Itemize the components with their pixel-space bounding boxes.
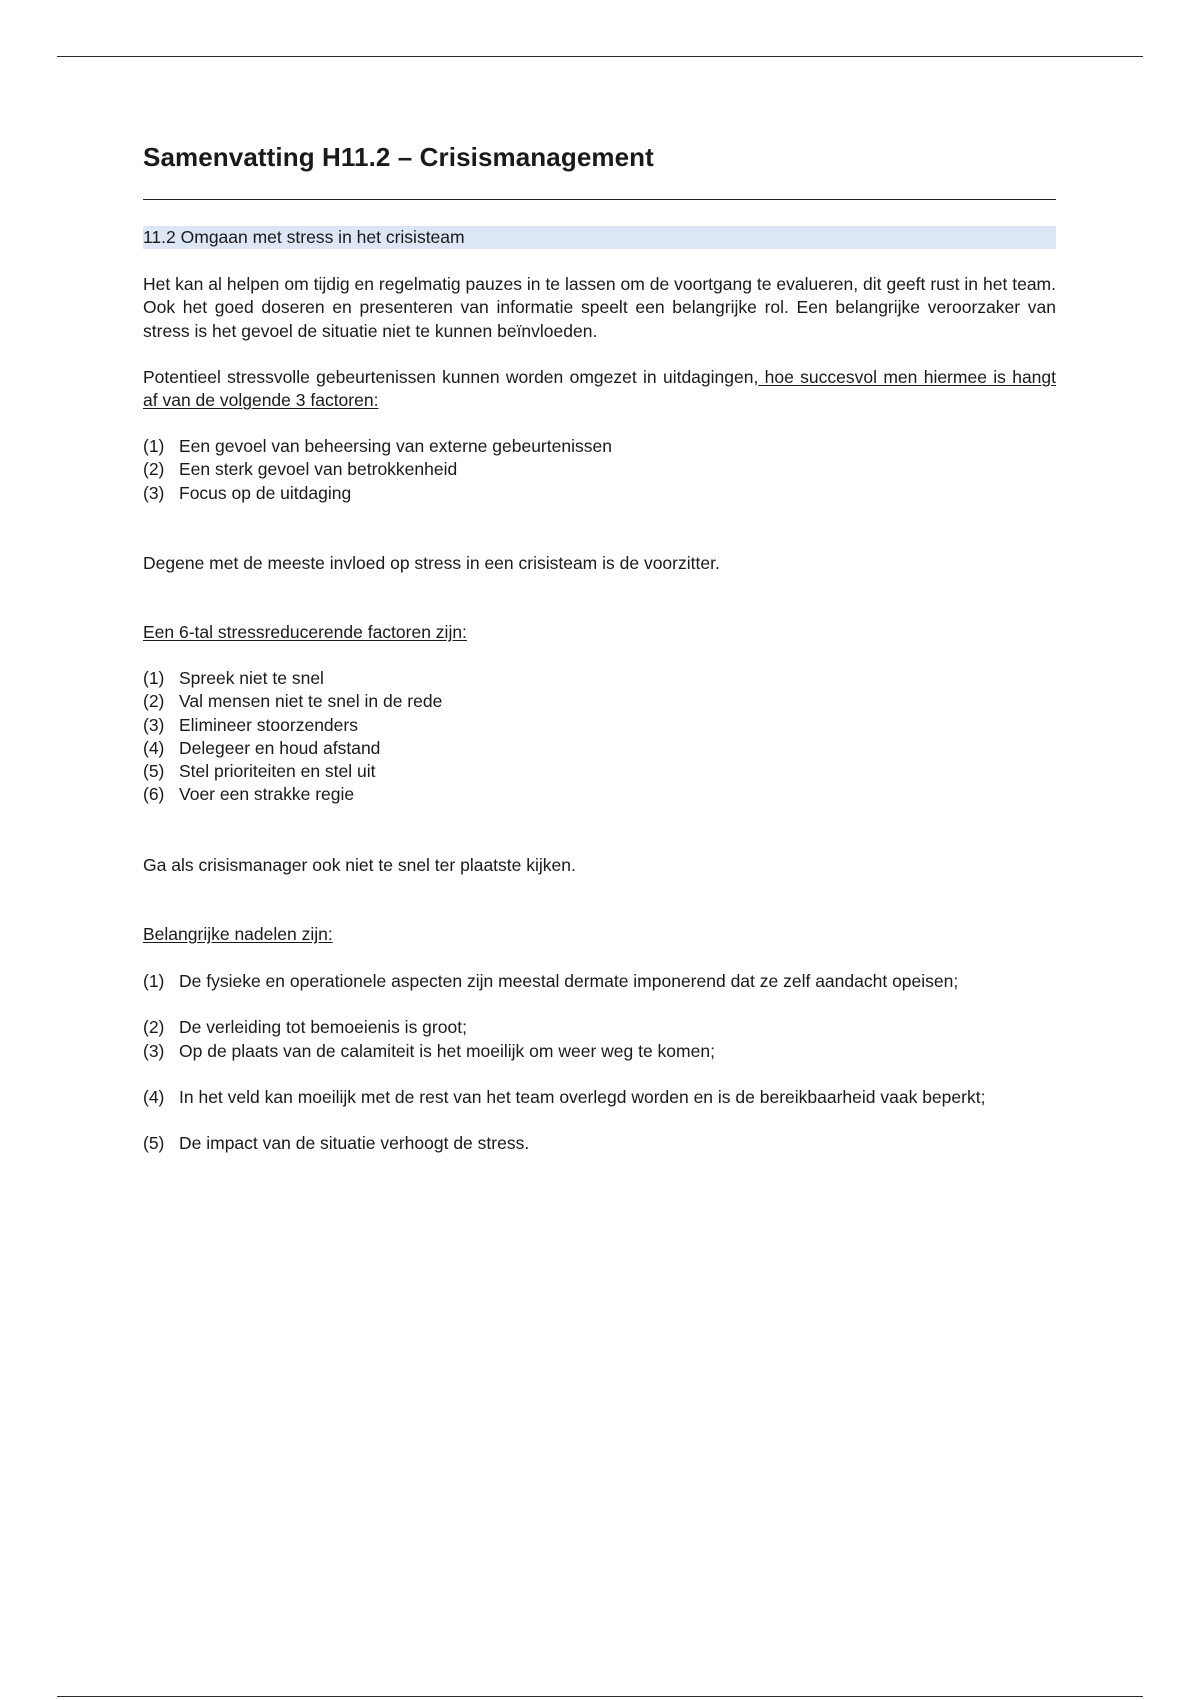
stress-reducers-list — [143, 667, 1056, 807]
list-item: (6) Voer een strakke regie — [143, 784, 355, 805]
list-item: (2) Val mensen niet te snel in de rede — [143, 691, 443, 712]
statement-chair: Degene met de meeste invloed op stress in een crisisteam is de voorzitter. — [143, 553, 720, 573]
page-title: Samenvatting H11.2 – Crisismanagement — [143, 142, 654, 172]
list-item: (1) Spreek niet te snel — [143, 668, 324, 688]
disadvantages-list — [143, 970, 1056, 1155]
list-item: (5) De impact van de situatie verhoogt de stress. — [143, 1133, 530, 1154]
list-item: (2) De verleiding tot bemoeienis is groot; — [143, 1017, 467, 1038]
list-item: (2) Een sterk gevoel van betrokkenheid — [143, 459, 458, 480]
list-item: (3) Focus op de uitdaging — [143, 482, 352, 503]
page-header-rule — [57, 56, 1143, 57]
page-footer-rule — [57, 1696, 1143, 1697]
list-item: (3) Op de plaats van de calamiteit is het moeilijk om weer weg te komen; — [143, 1040, 715, 1061]
list-item: (3) Elimineer stoorzenders — [143, 714, 358, 735]
list-item: (4) In het veld kan moeilijk met de rest van het team overlegd worden en is de bereikbaarheid vaak beperkt; — [143, 1086, 986, 1107]
paragraph-stressful-events-underlined: hoe succesvol men hiermee is hangt af van de volgende 3 factoren: — [143, 367, 1057, 411]
disadvantages-heading: Belangrijke nadelen zijn: — [143, 924, 333, 944]
factors-list — [143, 435, 1056, 505]
list-item: (1) Een gevoel van beheersing van externe gebeurtenissen — [143, 436, 612, 456]
list-item: (1) De fysieke en operationele aspecten zijn meestal dermate imponerend dat ze zelf aandacht opeisen; — [143, 971, 959, 991]
paragraph-stressful-events — [143, 366, 1056, 413]
title-underline-rule — [143, 199, 1056, 200]
paragraph-stressful-events-plain: Potentieel stressvolle gebeurtenissen kunnen worden omgezet in uitdagingen, — [143, 367, 759, 387]
list-item: (5) Stel prioriteiten en stel uit — [143, 761, 376, 782]
stress-reducers-heading: Een 6-tal stressreducerende factoren zijn: — [143, 622, 467, 642]
paragraph-pauses: Het kan al helpen om tijdig en regelmatig pauzes in te lassen om de voortgang te evalueren, dit geeft rust in het team. Ook het goed doseren en presenteren van informatie speelt een belangrijke rol. Een belangrijke veroorzaker van stress is het gevoel de situatie niet te kunnen beïnvloeden. — [143, 274, 1056, 341]
section-heading: 11.2 Omgaan met stress in het crisisteam — [143, 226, 1056, 249]
list-item: (4) Delegeer en houd afstand — [143, 737, 381, 758]
statement-site-visit: Ga als crisismanager ook niet te snel ter plaatste kijken. — [143, 855, 576, 875]
